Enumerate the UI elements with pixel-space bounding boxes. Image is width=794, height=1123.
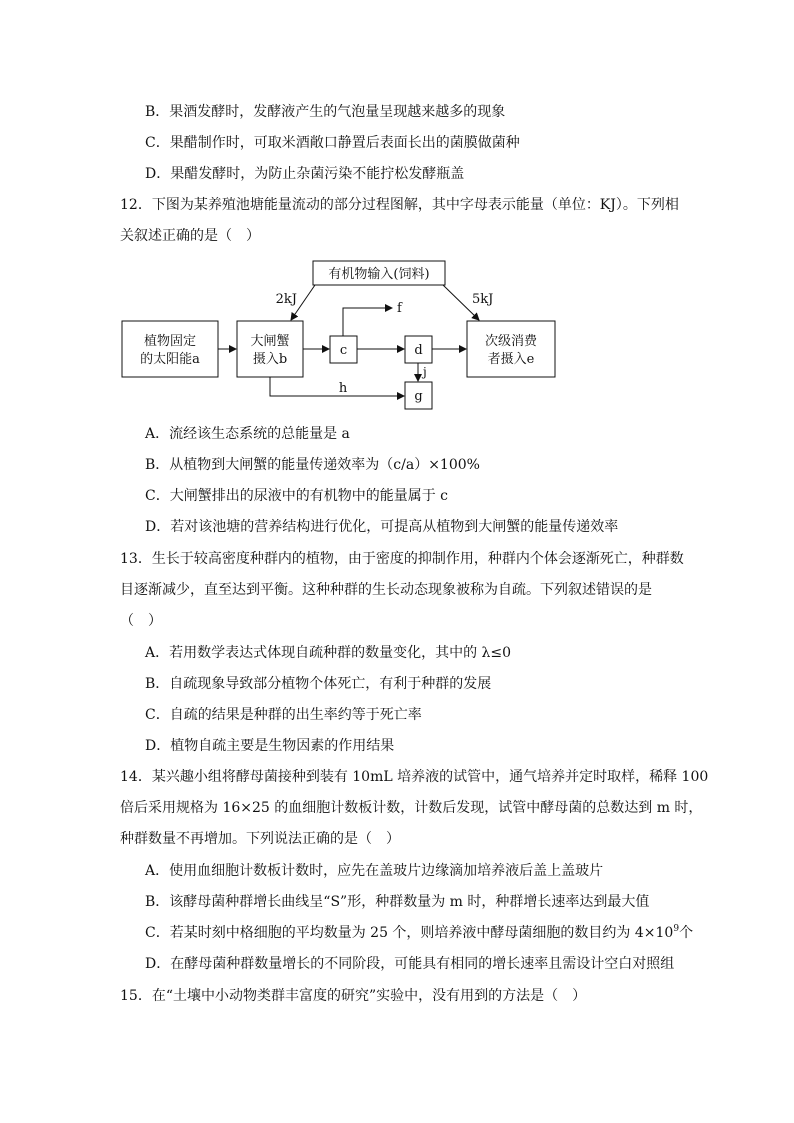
q14-option-b: B．该酵母菌种群增长曲线呈“S”形，种群数量为 m 时，种群增长速率达到最大值: [145, 894, 650, 910]
box-d-label: d: [414, 343, 423, 358]
crab-box-b: [237, 321, 303, 377]
right-energy-label: 5kJ: [472, 292, 494, 307]
q14-option-c: [145, 923, 693, 943]
q12-option-c: C．大闸蟹排出的尿液中的有机物中的能量属于 c: [145, 488, 449, 504]
q14-option-c-text: C．若某时刻中格细胞的平均数量为 25 个，则培养液中酵母菌细胞的数目约为 4×10: [145, 925, 674, 941]
q14-stem-line3: 种群数量不再增加。下列说法正确的是（ ）: [120, 831, 400, 847]
q12-option-b: B．从植物到大闸蟹的能量传递效率为（c/a）×100%: [145, 457, 480, 473]
label-j: j: [423, 365, 427, 379]
q14-option-a: A．使用血细胞计数板计数时，应先在盖玻片边缘滴加培养液后盖上盖玻片: [145, 863, 604, 879]
q11-option-d: D．果醋发酵时，为防止杂菌污染不能拧松发酵瓶盖: [145, 166, 465, 182]
q12-stem-line2: 关叙述正确的是（ ）: [120, 228, 260, 244]
q13-option-a: A．若用数学表达式体现自疏种群的数量变化，其中的 λ≤0: [145, 645, 512, 661]
q13-stem-line2: 目逐渐减少，直至达到平衡。这种种群的生长动态现象被称为自疏。下列叙述错误的是: [120, 582, 652, 598]
q11-option-c: C．果醋制作时，可取米酒敞口静置后表面长出的菌膜做菌种: [145, 135, 520, 151]
q15-stem-line1: 15．在“土壤中小动物类群丰富度的研究”实验中，没有用到的方法是（ ）: [120, 988, 587, 1004]
q12-stem-line1: 12．下图为某养殖池塘能量流动的部分过程图解，其中字母表示能量（单位：KJ）。下列相: [120, 197, 679, 213]
left-energy-label: 2kJ: [275, 292, 297, 307]
label-h: h: [338, 381, 348, 396]
box-g-label: g: [414, 389, 423, 404]
arrow-b-to-g: [270, 377, 404, 396]
q13-option-b: B．自疏现象导致部分植物个体死亡，有利于种群的发展: [145, 676, 492, 692]
q11-option-b: B．果酒发酵时，发酵液产生的气泡量呈现越来越多的现象: [145, 104, 506, 120]
crab-box-b-line1: 大闸蟹: [250, 334, 290, 349]
q12-option-d: D．若对该池塘的营养结构进行优化，可提高从植物到大闸蟹的能量传递效率: [145, 519, 619, 535]
input-feed-label: 有机物输入(饲料): [328, 267, 430, 282]
consumer-box-e-line2: 者摄入e: [487, 352, 535, 367]
plant-box-a-line2: 的太阳能a: [140, 352, 200, 367]
q13-stem-line1: 13．生长于较高密度种群内的植物，由于密度的抑制作用，种群内个体会逐渐死亡，种群数: [120, 551, 684, 567]
energy-flow-diagram: [115, 256, 565, 416]
q14-stem-line1: 14．某兴趣小组将酵母菌接种到装有 10mL 培养液的试管中，通气培养并定时取样，稀释 100: [120, 769, 709, 785]
plant-box-a-line1: 植物固定: [143, 334, 197, 349]
label-f: f: [397, 301, 402, 316]
box-c-label: c: [339, 343, 348, 358]
consumer-box-e-line1: 次级消费: [484, 334, 538, 349]
q14-stem-line2: 倍后采用规格为 16×25 的血细胞计数板计数，计数后发现，试管中酵母菌的总数达到 m 时，: [120, 800, 703, 816]
q14-option-c-exponent: 9: [673, 924, 680, 934]
consumer-box-e: [467, 321, 555, 377]
q14-option-c-unit: 个: [679, 925, 694, 941]
q14-option-d: D．在酵母菌种群数量增长的不同阶段，可能具有相同的增长速率且需设计空白对照组: [145, 956, 675, 972]
q13-option-c: C．自疏的结果是种群的出生率约等于死亡率: [145, 707, 422, 723]
plant-box-a: [122, 321, 218, 377]
q13-stem-line3: （ ）: [120, 613, 162, 629]
crab-box-b-line2: 摄入b: [252, 352, 288, 367]
arrow-c-to-f: [343, 308, 392, 336]
q13-option-d: D．植物自疏主要是生物因素的作用结果: [145, 738, 395, 754]
q12-option-a: A．流经该生态系统的总能量是 a: [145, 426, 350, 442]
